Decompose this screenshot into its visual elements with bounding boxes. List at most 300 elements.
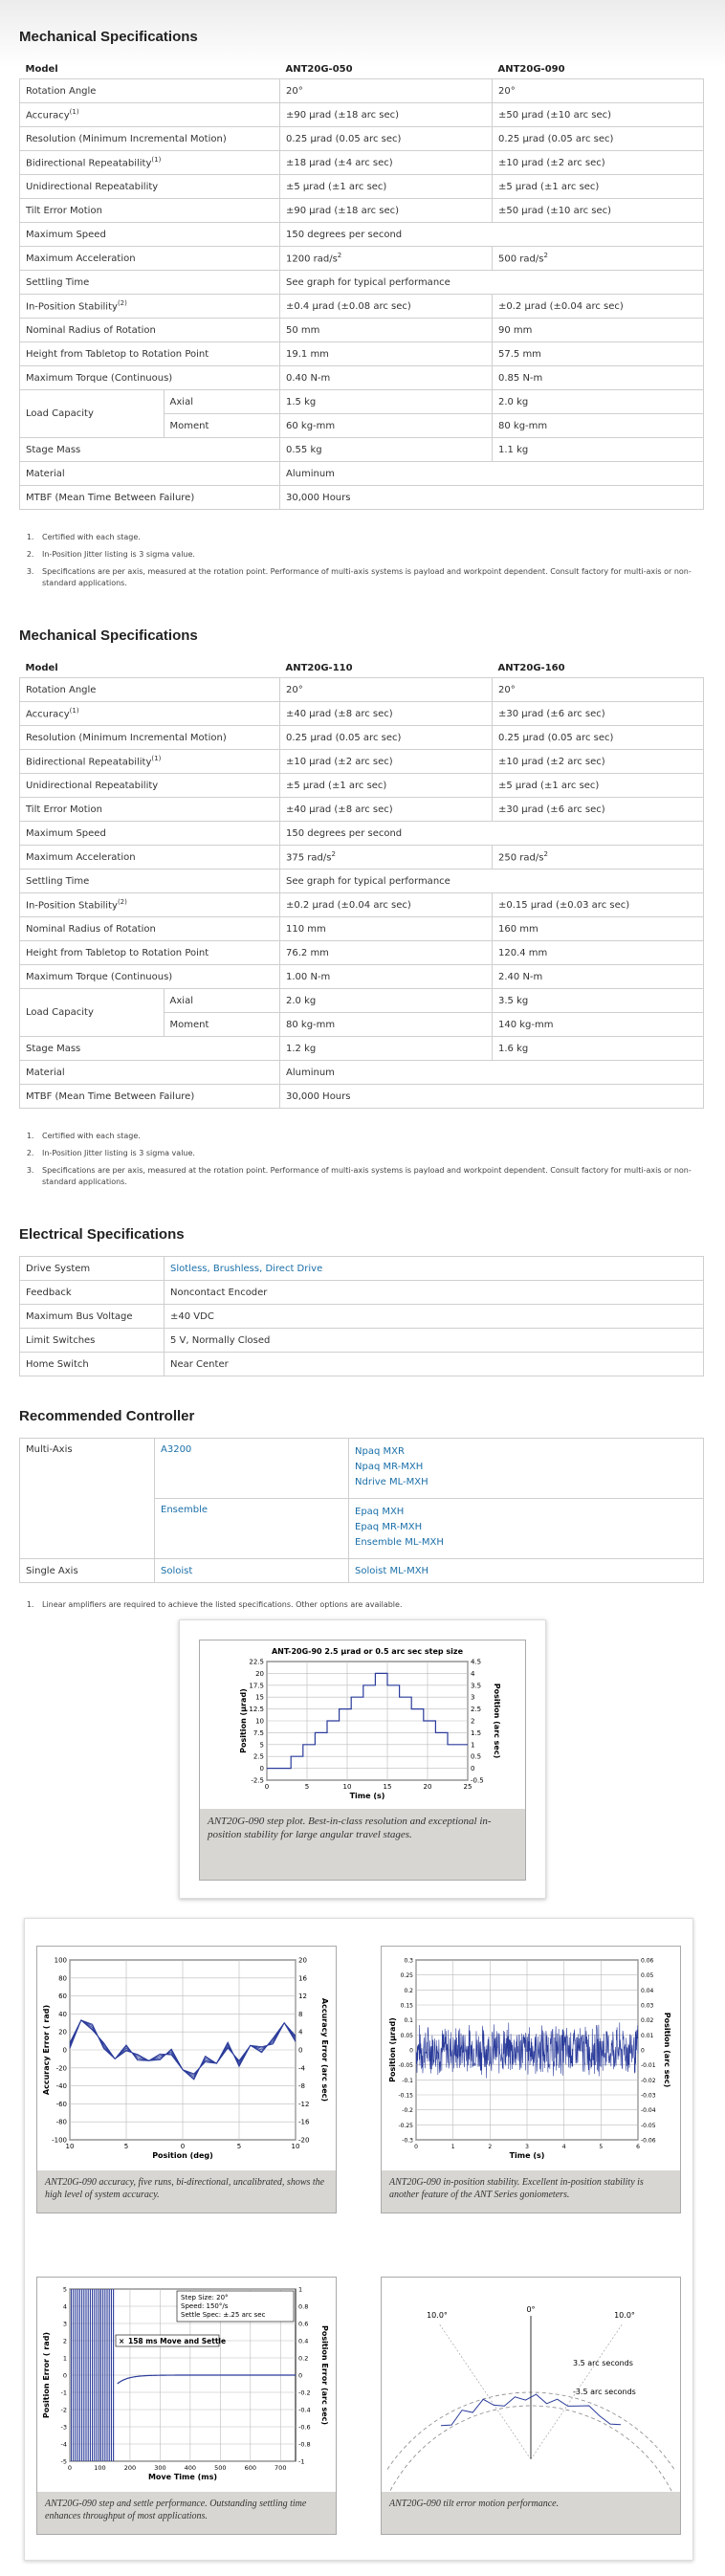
elec-value: Noncontact Encoder [170, 1287, 268, 1298]
load-moment-label: Moment [164, 414, 279, 438]
elec-label: Feedback [20, 1281, 165, 1305]
spec-value-shared-text: 150 degrees per second [286, 827, 403, 839]
spec-value-shared-text: Aluminum [286, 1067, 335, 1078]
load-moment-a: 80 kg-mm [280, 1013, 493, 1037]
spec-value-b [493, 151, 704, 175]
y-tick-label: 0.3 [404, 1957, 413, 1965]
step-plot-chart [200, 1640, 525, 1809]
x-tick-label: 5 [236, 2143, 242, 2150]
y-axis-label: Position Error ( rad) [42, 2331, 51, 2419]
load-moment-label: Moment [164, 1013, 279, 1037]
spec-label [20, 366, 280, 390]
x-tick-label: 20 [423, 1783, 432, 1791]
elec-value-cell [165, 1353, 704, 1376]
y2-tick-label: 3.5 [471, 1682, 482, 1690]
y2-tick-label: 0.5 [471, 1752, 482, 1761]
spec-row [20, 199, 704, 223]
spec-value-a-text: 0.25 μrad (0.05 arc sec) [286, 732, 402, 743]
spec-label [20, 941, 280, 965]
spec-label [20, 678, 280, 702]
spec-row [20, 798, 704, 822]
y-tick-label: 10 [255, 1717, 264, 1726]
spec-label-text: Stage Mass [26, 1043, 81, 1054]
spec-label-text: Maximum Torque (Continuous) [26, 971, 173, 982]
y-tick-label: 20 [58, 2028, 67, 2037]
y2-tick-label: 0.03 [641, 2002, 654, 2010]
controller-table [19, 1438, 704, 1583]
spec-label-text: Material [26, 468, 65, 479]
y-tick-label: 0 [62, 2046, 67, 2055]
spec-value-b [493, 678, 704, 702]
spec-value-a-text: ±0.4 μrad (±0.08 arc sec) [286, 300, 411, 312]
spec-value-shared [280, 1085, 704, 1109]
spec-label-text: Tilt Error Motion [26, 804, 102, 815]
spec-value-a [280, 151, 493, 175]
spec-value-b-text: 90 mm [498, 324, 533, 336]
step-plot-caption: ANT20G-090 step plot. Best-in-class resolution and exceptional in-position stability for large angular travel stages. [200, 1809, 525, 1880]
x-tick-label: 200 [123, 2464, 137, 2472]
spec-label [20, 798, 280, 822]
spec-label [20, 870, 280, 893]
spec-value-b-text: 0.85 N-m [498, 372, 543, 384]
spec-label [20, 247, 280, 271]
load-capacity-label: Load Capacity [20, 989, 165, 1037]
load-axial-b: 2.0 kg [493, 390, 704, 414]
spec-value-b-text: 0.25 μrad (0.05 arc sec) [498, 133, 614, 144]
x-tick-label: 4 [561, 2144, 566, 2150]
spec-label-text: MTBF (Mean Time Between Failure) [26, 1090, 195, 1102]
load-axial-b: 3.5 kg [493, 989, 704, 1013]
accuracy-plot-caption: ANT20G-090 accuracy, five runs, bi-directional, uncalibrated, shows the high level of system accuracy. [37, 2170, 336, 2213]
y-axis-label: Position (μrad) [239, 1688, 248, 1753]
y-tick-label: 80 [58, 1974, 67, 1983]
y-tick-label: 1 [62, 2354, 67, 2363]
unit-exponent: 2 [331, 850, 336, 859]
load-axial-label: Axial [164, 390, 279, 414]
spec-value-a-text: 20° [286, 684, 303, 695]
spec-row [20, 295, 704, 319]
y-tick-label: 2 [62, 2337, 67, 2345]
y-tick-label: -0.25 [398, 2122, 413, 2129]
accuracy-plot-chart [37, 1947, 336, 2170]
footnote-ref: (1) [69, 707, 79, 716]
tilt-plot-caption: ANT20G-090 tilt error motion performance. [382, 2492, 680, 2534]
electrical-table [19, 1256, 704, 1376]
spec-label [20, 295, 280, 319]
y-tick-label: 0.2 [404, 1987, 413, 1994]
spec-row [20, 103, 704, 127]
amplifier-link[interactable]: Npaq MXR [355, 1446, 405, 1457]
stability-plot-caption: ANT20G-090 in-position stability. Excellent in-position stability is another feature of the ANT Series goniometers. [382, 2170, 680, 2213]
spec-label [20, 750, 280, 774]
y-tick-label: 4 [62, 2302, 67, 2311]
spec-value-a [280, 1037, 493, 1061]
spec-label [20, 965, 280, 989]
y2-tick-label: -4 [298, 2064, 305, 2073]
soloist-amplifiers [349, 1559, 704, 1583]
spec-row [20, 342, 704, 366]
spec-row [20, 702, 704, 726]
step-plot-frame [199, 1640, 526, 1881]
tilt-lower-band-label: -3.5 arc seconds [573, 2388, 636, 2396]
spec-value-b-text: ±50 μrad (±10 arc sec) [498, 205, 612, 216]
spec-row [20, 462, 704, 486]
mech-spec-title-2: Mechanical Specifications [19, 627, 198, 644]
spec-value-a-text: ±5 μrad (±1 arc sec) [286, 780, 387, 791]
spec-label-text: Rotation Angle [26, 684, 97, 695]
step-plot-card [179, 1619, 546, 1899]
x-tick-label: 1 [450, 2144, 455, 2150]
figure-panel [24, 1918, 693, 2561]
y2-axis-label: Position (arc sec) [493, 1683, 501, 1759]
amplifier-link[interactable]: Ensemble ML-MXH [355, 1537, 444, 1548]
y2-tick-label: 2.5 [471, 1706, 482, 1714]
y-tick-label: -5 [60, 2457, 67, 2466]
elec-label: Home Switch [20, 1353, 165, 1376]
spec-value-a [280, 175, 493, 199]
y-tick-label: 5 [62, 2285, 67, 2294]
spec-label-text: Bidirectional Repeatability [26, 757, 152, 768]
spec-value-a-text: 0.55 kg [286, 444, 322, 455]
amplifier-link[interactable]: Ndrive ML-MXH [355, 1477, 428, 1487]
y-axis-label: Position (μrad) [388, 2017, 397, 2082]
y2-tick-label: -0.05 [641, 2122, 656, 2129]
spec-row [20, 1085, 704, 1109]
a3200-link[interactable]: A3200 [161, 1444, 192, 1455]
spec-value-b-text: ±50 μrad (±10 arc sec) [498, 109, 612, 121]
spec-value-shared [280, 870, 704, 893]
spec-value-a [280, 750, 493, 774]
load-moment-b: 140 kg-mm [493, 1013, 704, 1037]
spec-row [20, 965, 704, 989]
y2-tick-label: -1 [298, 2457, 305, 2466]
elec-value-cell [165, 1329, 704, 1353]
y2-tick-label: 4.5 [471, 1658, 482, 1666]
spec-value-a [280, 965, 493, 989]
spec-value-b [493, 103, 704, 127]
y-tick-label: -80 [55, 2118, 67, 2126]
spec-label-text: Bidirectional Repeatability [26, 158, 152, 169]
y-tick-label: 60 [58, 1993, 67, 2001]
spec-label-text: Settling Time [26, 875, 90, 887]
y-tick-label: -0.1 [402, 2077, 413, 2084]
spec-value-a-text: ±40 μrad (±8 arc sec) [286, 804, 393, 815]
spec-label [20, 79, 280, 103]
spec-value-a-text: 19.1 mm [286, 348, 329, 360]
elec-value: Near Center [170, 1358, 229, 1370]
spec-value-a [280, 79, 493, 103]
spec-label [20, 846, 280, 870]
settle-annotation: 158 ms Move and Settle [128, 2337, 227, 2345]
note-item: 2. In-Position Jitter listing is 3 sigma value. [36, 549, 721, 561]
spec-label [20, 702, 280, 726]
col-header-model: Model [20, 658, 280, 678]
spec-value-a [280, 726, 493, 750]
stability-plot-frame [381, 1946, 681, 2213]
soloist-link[interactable]: Soloist [161, 1565, 193, 1576]
spec-row-load-axial [20, 989, 704, 1013]
spec-value-b-text: ±30 μrad (±6 arc sec) [498, 804, 605, 815]
settle-legend-item: Settle Spec: ±.25 arc sec [181, 2311, 266, 2319]
spec-value-a [280, 846, 493, 870]
y-tick-label: -2 [60, 2406, 67, 2414]
y2-tick-label: 0.05 [641, 1972, 654, 1980]
spec-row [20, 1061, 704, 1085]
footnote-ref: (1) [69, 108, 79, 117]
spec-value-b-text: 20° [498, 85, 516, 97]
spec-value-a [280, 366, 493, 390]
y-tick-label: 2.5 [253, 1752, 264, 1761]
x-tick-label: 500 [214, 2464, 227, 2472]
x-tick-label: 2 [488, 2144, 493, 2150]
spec-label [20, 319, 280, 342]
load-axial-a: 2.0 kg [280, 989, 493, 1013]
y-tick-label: 20 [255, 1669, 264, 1678]
spec-label-text: Rotation Angle [26, 85, 97, 97]
drive-system-link[interactable]: Slotless, Brushless, Direct Drive [170, 1263, 323, 1274]
y2-tick-label: 0.01 [641, 2032, 654, 2039]
y-tick-label: -2.5 [251, 1776, 264, 1785]
controller-note: 1. Linear amplifiers are required to achieve the listed specifications. Other options are available. [36, 1599, 721, 1611]
spec-value-a [280, 103, 493, 127]
spec-value-a-text: ±90 μrad (±18 arc sec) [286, 109, 400, 121]
spec-value-a-text: 1200 rad/s [286, 253, 338, 265]
elec-row [20, 1305, 704, 1329]
y-tick-label: 0.15 [400, 2002, 413, 2010]
spec-value-b [493, 726, 704, 750]
spec-label [20, 462, 280, 486]
y-tick-label: -20 [55, 2064, 67, 2073]
spec-label-text: Settling Time [26, 276, 90, 288]
y-tick-label: 0 [259, 1765, 264, 1773]
spec-value-a [280, 917, 493, 941]
tilt-center-angle: 0° [526, 2305, 536, 2314]
y2-tick-label: 8 [298, 2010, 303, 2018]
unit-exponent: 2 [543, 252, 548, 260]
tilt-upper-band-label: 3.5 arc seconds [573, 2359, 633, 2367]
x-tick-label: 0 [414, 2144, 418, 2150]
load-capacity-label: Load Capacity [20, 390, 165, 438]
x-tick-label: 15 [383, 1783, 392, 1791]
x-tick-label: 0 [67, 2464, 73, 2472]
y2-tick-label: -12 [298, 2100, 310, 2108]
x-tick-label: 5 [304, 1783, 310, 1791]
spec-value-b [493, 917, 704, 941]
spec-value-b [493, 798, 704, 822]
spec-value-shared-text: See graph for typical performance [286, 276, 450, 288]
spec-value-a [280, 247, 493, 271]
y-tick-label: 12.5 [249, 1706, 264, 1714]
col-header-model-a: ANT20G-050 [280, 59, 493, 79]
y2-tick-label: -0.01 [641, 2062, 656, 2070]
elec-label: Maximum Bus Voltage [20, 1305, 165, 1329]
spec-value-a [280, 893, 493, 917]
y-tick-label: 3 [62, 2320, 67, 2328]
footnote-ref: (2) [117, 299, 127, 308]
y2-tick-label: -20 [298, 2136, 310, 2145]
spec-value-b-text: ±5 μrad (±1 arc sec) [498, 780, 600, 791]
unit-exponent: 2 [337, 252, 342, 260]
accuracy-plot-frame [36, 1946, 337, 2213]
spec-value-b-text: ±30 μrad (±6 arc sec) [498, 708, 605, 719]
load-moment-a: 60 kg-mm [280, 414, 493, 438]
x-axis-label: Position (deg) [152, 2151, 213, 2160]
spec-value-a [280, 702, 493, 726]
spec-value-shared-text: 30,000 Hours [286, 492, 351, 503]
spec-label [20, 893, 280, 917]
col-header-model: Model [20, 59, 280, 79]
y-tick-label: -0.3 [402, 2137, 413, 2145]
spec-value-b [493, 342, 704, 366]
spec-row [20, 774, 704, 798]
y2-tick-label: 0 [641, 2047, 645, 2055]
x-tick-label: 100 [94, 2464, 106, 2472]
spec-value-b-text: 500 rad/s [498, 253, 544, 265]
spec-row [20, 822, 704, 846]
y2-tick-label: 0.06 [641, 1957, 654, 1965]
spec-row [20, 917, 704, 941]
spec-value-a-text: ±40 μrad (±8 arc sec) [286, 708, 393, 719]
amplifier-link[interactable]: Epaq MR-MXH [355, 1522, 423, 1532]
multi-axis-label: Multi-Axis [20, 1439, 155, 1559]
y2-tick-label: 12 [298, 1993, 307, 2001]
spec-label [20, 917, 280, 941]
x-tick-label: 5 [599, 2144, 604, 2150]
y-tick-label: 17.5 [249, 1682, 264, 1690]
spec-label [20, 175, 280, 199]
y2-tick-label: -0.5 [471, 1776, 484, 1785]
spec-value-a-text: 110 mm [286, 923, 326, 935]
mech-notes-2 [19, 1131, 721, 1194]
spec-value-a-text: 0.40 N-m [286, 372, 331, 384]
ensemble-link[interactable]: Ensemble [161, 1505, 209, 1515]
elec-row [20, 1353, 704, 1376]
x-tick-label: 700 [275, 2464, 287, 2472]
col-header-model-a: ANT20G-110 [280, 658, 493, 678]
load-axial-label: Axial [164, 989, 279, 1013]
x-tick-label: 300 [154, 2464, 166, 2472]
elec-row [20, 1281, 704, 1305]
x-tick-label: 6 [636, 2144, 640, 2150]
note-item: 1. Certified with each stage. [36, 532, 721, 543]
note-item: 3. Specifications are per axis, measured at the rotation point. Performance of multi-axis systems is payload and workpoint dependent. Consult factory for multi-axis or non-standard applications. [36, 566, 721, 589]
spec-value-a-text: 50 mm [286, 324, 320, 336]
y2-axis-label: Position Error (arc sec) [320, 2324, 329, 2426]
spec-value-shared [280, 462, 704, 486]
stability-plot-chart [382, 1947, 680, 2170]
unit-exponent: 2 [543, 850, 548, 859]
spec-label-text: Accuracy [26, 709, 70, 720]
ensemble-amplifiers [349, 1499, 704, 1559]
y2-tick-label: 0.2 [298, 2354, 309, 2363]
spec-label-text: Maximum Acceleration [26, 851, 136, 863]
settle-plot-chart [37, 2278, 336, 2492]
spec-label-text: Unidirectional Repeatability [26, 780, 159, 791]
load-axial-a: 1.5 kg [280, 390, 493, 414]
y-tick-label: 0 [62, 2371, 67, 2380]
spec-value-a [280, 774, 493, 798]
spec-value-b [493, 1037, 704, 1061]
y2-tick-label: 3 [471, 1693, 475, 1702]
spec-row [20, 223, 704, 247]
spec-label [20, 822, 280, 846]
spec-value-b [493, 750, 704, 774]
spec-row [20, 750, 704, 774]
spec-value-shared [280, 822, 704, 846]
elec-label: Limit Switches [20, 1329, 165, 1353]
spec-label-text: Unidirectional Repeatability [26, 181, 159, 192]
x-tick-label: 10 [65, 2143, 75, 2150]
y2-tick-label: 4 [471, 1669, 475, 1678]
spec-value-a-text: ±18 μrad (±4 arc sec) [286, 157, 393, 168]
spec-label [20, 438, 280, 462]
x-tick-label: 25 [463, 1783, 472, 1791]
col-header-model-b: ANT20G-160 [493, 658, 704, 678]
y-tick-label: -1 [60, 2389, 67, 2397]
spec-value-b [493, 438, 704, 462]
tilt-left-ray [439, 2323, 531, 2459]
spec-label [20, 342, 280, 366]
x-tick-label: 400 [184, 2464, 197, 2472]
spec-value-a-text: 1.2 kg [286, 1043, 317, 1054]
spec-row [20, 319, 704, 342]
footnote-ref: (2) [117, 898, 127, 907]
spec-row [20, 726, 704, 750]
x-axis-label: Time (s) [509, 2151, 545, 2160]
spec-value-b [493, 295, 704, 319]
y-tick-label: -0.15 [398, 2092, 413, 2100]
tilt-right-angle: 10.0° [614, 2311, 635, 2320]
y2-tick-label: 0.8 [298, 2302, 309, 2311]
spec-value-b-text: 1.6 kg [498, 1043, 529, 1054]
elec-value-cell [165, 1257, 704, 1281]
spec-row [20, 79, 704, 103]
spec-row [20, 846, 704, 870]
spec-value-b [493, 846, 704, 870]
tilt-plot-frame [381, 2277, 681, 2535]
spec-value-shared [280, 1061, 704, 1085]
spec-value-b-text: 0.25 μrad (0.05 arc sec) [498, 732, 614, 743]
spec-value-a [280, 199, 493, 223]
spec-label-text: Resolution (Minimum Incremental Motion) [26, 732, 227, 743]
elec-value-cell [165, 1281, 704, 1305]
y2-tick-label: 2 [471, 1717, 475, 1726]
amplifier-link[interactable]: Soloist ML-MXH [355, 1565, 429, 1576]
spec-value-b [493, 941, 704, 965]
spec-label [20, 151, 280, 175]
spec-value-b [493, 319, 704, 342]
spec-value-shared [280, 271, 704, 295]
spec-row [20, 870, 704, 893]
spec-value-b [493, 774, 704, 798]
y2-tick-label: 1 [471, 1741, 475, 1750]
x-tick-label: 5 [123, 2143, 129, 2150]
y-tick-label: 22.5 [249, 1658, 264, 1666]
amplifier-link[interactable]: Npaq MR-MXH [355, 1462, 424, 1472]
spec-value-b-text: 120.4 mm [498, 947, 548, 958]
y-tick-label: -0.05 [398, 2062, 413, 2070]
amplifier-link[interactable]: Epaq MXH [355, 1507, 405, 1517]
note-item: 2. In-Position Jitter listing is 3 sigma value. [36, 1148, 721, 1159]
spec-value-b-text: 1.1 kg [498, 444, 529, 455]
x-axis-label: Move Time (ms) [147, 2473, 218, 2481]
x-tick-label: 10 [291, 2143, 300, 2150]
elec-row [20, 1329, 704, 1353]
mech-spec-title-1: Mechanical Specifications [19, 29, 198, 45]
spec-row [20, 175, 704, 199]
spec-label-text: Accuracy [26, 110, 70, 121]
spec-value-a [280, 319, 493, 342]
